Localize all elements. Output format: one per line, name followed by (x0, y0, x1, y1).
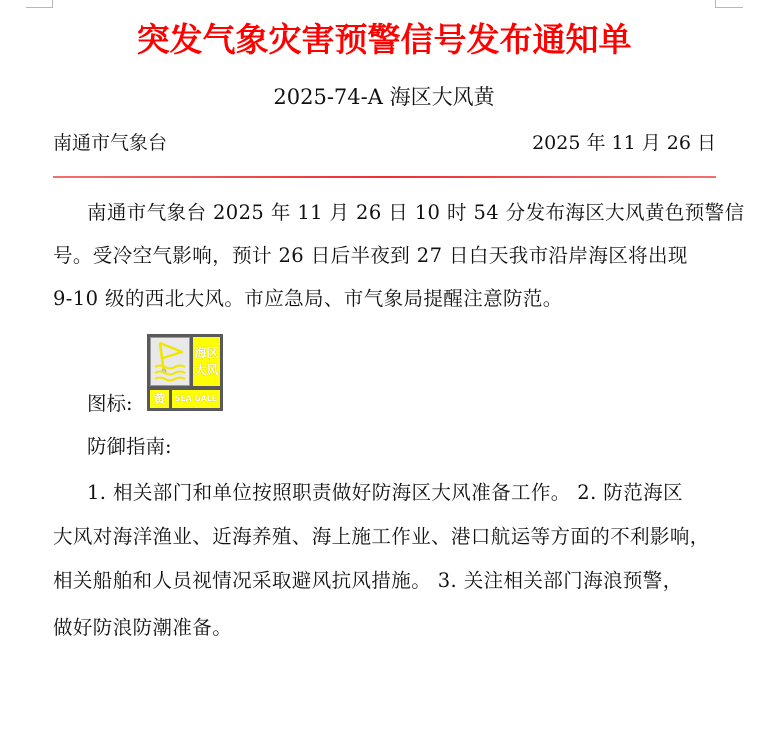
guidance-line-3: 相关船舶和人员视情况采取避风抗风措施。 3. 关注相关部门海浪预警， (53, 569, 683, 592)
page-corner-mark-right (715, 0, 743, 8)
sea-gale-yellow-warning-icon (147, 334, 223, 411)
issuer-name: 南通市气象台 (53, 132, 168, 154)
document-subtitle: 2025-74-A 海区大风黄 (273, 85, 495, 109)
hazard-name-line1: 海区 (194, 346, 219, 360)
body-line-3: 9-10 级的西北大风。市应急局、市气象局提醒注意防范。 (53, 287, 563, 310)
red-divider-line (53, 176, 716, 178)
warning-level-box: 黄 (150, 390, 169, 408)
icon-label: 图标: (87, 392, 133, 415)
hazard-name-box (193, 337, 220, 386)
guidance-line-2: 大风对海洋渔业、近海养殖、海上施工作业、港口航运等方面的不利影响， (53, 525, 710, 548)
issue-date: 2025 年 11 月 26 日 (532, 132, 716, 154)
english-hazard-label: SEA GALE (172, 390, 220, 408)
hazard-name-line2: 大风 (194, 363, 219, 377)
document-title: 突发气象灾害预警信号发布通知单 (136, 20, 632, 59)
body-line-2: 号。受冷空气影响，预计 26 日后半夜到 27 日白天我市沿岸海区将出现 (53, 244, 688, 267)
flag-waves-icon (150, 337, 190, 386)
guidance-line-1: 1. 相关部门和单位按照职责做好防海区大风准备工作。 2. 防范海区 (87, 481, 683, 504)
guidance-line-4: 做好防浪防潮准备。 (53, 616, 233, 639)
page-corner-mark-left (26, 0, 53, 8)
body-line-1: 南通市气象台 2025 年 11 月 26 日 10 时 54 分发布海区大风黄色预警信 (87, 201, 745, 224)
guidance-title: 防御指南: (87, 435, 172, 458)
